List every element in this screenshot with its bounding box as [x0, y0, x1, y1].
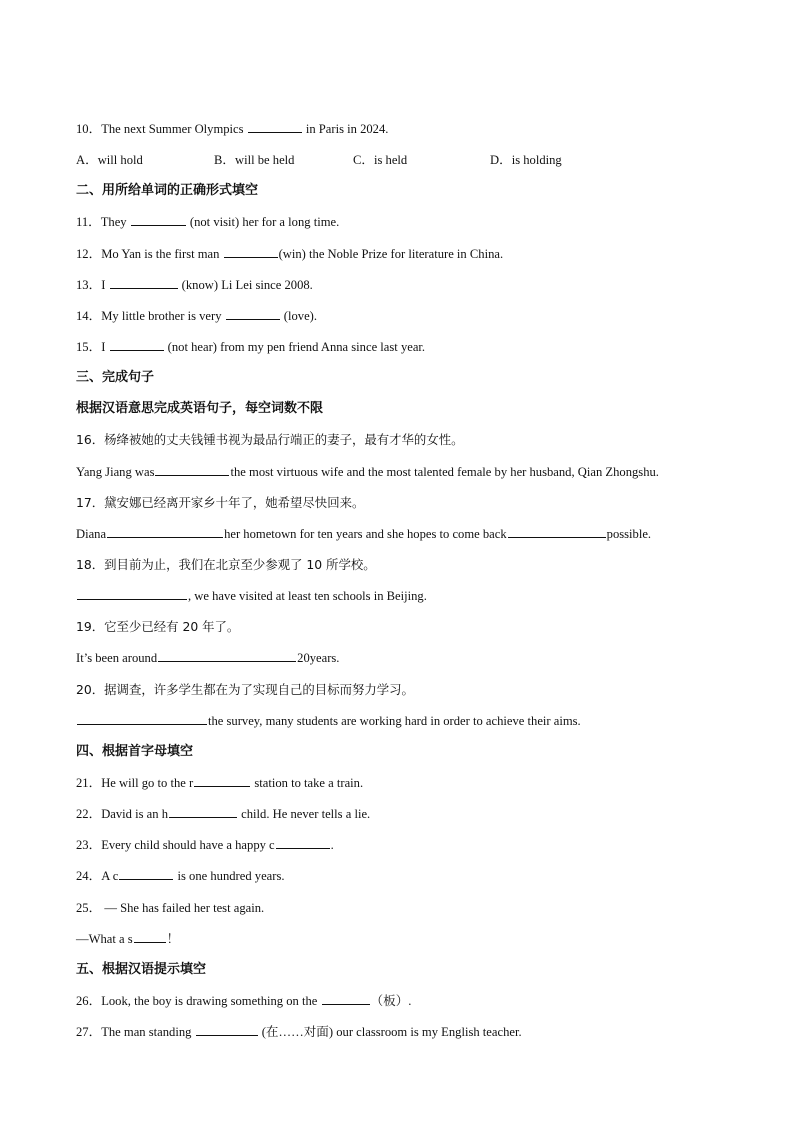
answer-blank[interactable]: [77, 710, 207, 725]
question-10-options: [76, 147, 756, 178]
question-17-english: [76, 521, 756, 552]
question-text: 21．He will go to the r: [76, 775, 194, 790]
question-10: [76, 116, 756, 147]
question-18-english: [76, 583, 756, 614]
question-text: ！: [166, 931, 180, 946]
answer-blank[interactable]: [508, 523, 606, 538]
question-26: [76, 988, 756, 1019]
question-text: (not hear) from my pen friend Anna since last year.: [164, 339, 426, 354]
question-16-english: [76, 459, 756, 490]
question-text: child. He never tells a lie.: [238, 807, 371, 822]
question-text: (love).: [280, 308, 318, 323]
question-25-line-2: [76, 926, 756, 957]
answer-blank[interactable]: [134, 928, 166, 943]
answer-blank[interactable]: [196, 1021, 258, 1036]
question-18-chinese: 18．到目前为止，我们在北京至少参观了 10 所学校。: [76, 556, 376, 572]
question-text: （板）.: [370, 993, 412, 1008]
worksheet-page: [76, 116, 756, 1050]
answer-blank[interactable]: [107, 523, 223, 538]
answer-blank[interactable]: [110, 274, 178, 289]
question-text: 15．I: [76, 339, 109, 354]
answer-blank[interactable]: [119, 865, 173, 880]
option-c[interactable]: C．is held: [353, 153, 408, 168]
question-text: 13．I: [76, 277, 109, 292]
section-3-instruction: 根据汉语意思完成英语句子，每空词数不限: [76, 401, 324, 417]
question-10-stem-start: 10．The next Summer Olympics: [76, 122, 247, 136]
question-text: 14．My little brother is very: [76, 308, 225, 323]
question-24: [76, 863, 756, 894]
question-11: [76, 209, 756, 240]
answer-blank[interactable]: [158, 647, 296, 662]
question-20-chinese: 20．据调查，许多学生都在为了实现自己的目标而努力学习。: [76, 681, 414, 697]
question-22: [76, 801, 756, 832]
question-19-english: [76, 645, 756, 676]
question-text: (know) Li Lei since 2008.: [178, 277, 313, 292]
answer-blank[interactable]: [131, 211, 186, 226]
question-text: Yang Jiang was: [76, 464, 155, 479]
question-text: 12．Mo Yan is the first man: [76, 246, 223, 261]
question-text: .: [330, 838, 334, 853]
question-text: , we have visited at least ten schools in Beijing.: [188, 589, 427, 604]
section-4-heading: 四、根据首字母填空: [76, 743, 194, 759]
question-12: [76, 241, 756, 272]
question-text: station to take a train.: [251, 775, 364, 790]
question-text: the survey, many students are working hard in order to achieve their aims.: [208, 713, 581, 728]
answer-blank[interactable]: [110, 336, 164, 351]
answer-blank[interactable]: [248, 118, 302, 133]
question-text: 27．The man standing: [76, 1025, 195, 1040]
option-d[interactable]: D．is holding: [490, 153, 562, 168]
section-5-heading: 五、根据汉语提示填空: [76, 961, 207, 977]
question-text: is one hundred years.: [174, 869, 285, 884]
question-text: 23．Every child should have a happy c: [76, 838, 275, 853]
question-text: 26．Look, the boy is drawing something on the: [76, 993, 321, 1008]
question-25-line-1: 25． — She has failed her test again.: [76, 900, 265, 915]
question-text: possible.: [606, 526, 652, 541]
question-text: Diana: [76, 526, 107, 541]
question-23: [76, 832, 756, 863]
question-13: [76, 272, 756, 303]
answer-blank[interactable]: [194, 772, 250, 787]
question-17-chinese: 17．黛安娜已经离开家乡十年了，她希望尽快回来。: [76, 494, 365, 510]
option-b[interactable]: B．will be held: [214, 153, 295, 168]
option-a[interactable]: A．will hold: [76, 153, 143, 168]
question-text: 24．A c: [76, 869, 119, 884]
question-text: the most virtuous wife and the most talented female by her husband, Qian Zhongshu.: [230, 464, 659, 479]
question-14: [76, 303, 756, 334]
question-10-stem-end: in Paris in 2024.: [302, 122, 389, 136]
section-2-heading: 二、用所给单词的正确形式填空: [76, 183, 259, 199]
question-text: It’s been around: [76, 651, 158, 666]
question-text: —What a s: [76, 931, 133, 946]
answer-blank[interactable]: [224, 243, 278, 258]
question-text: 22．David is an h: [76, 807, 168, 822]
answer-blank[interactable]: [169, 803, 237, 818]
question-15: [76, 334, 756, 365]
question-20-english: [76, 708, 756, 739]
answer-blank[interactable]: [226, 305, 280, 320]
section-3-heading: 三、完成句子: [76, 370, 155, 386]
answer-blank[interactable]: [276, 834, 330, 849]
question-text: (在……对面) our classroom is my English teacher.: [258, 1025, 522, 1040]
question-27: [76, 1019, 756, 1050]
question-16-chinese: 16．杨绛被她的丈夫钱锺书视为最品行端正的妻子，最有才华的女性。: [76, 432, 464, 448]
question-text: (not visit) her for a long time.: [186, 215, 340, 230]
question-text: her hometown for ten years and she hopes to come back: [224, 526, 507, 541]
question-text: (win) the Noble Prize for literature in China.: [278, 246, 504, 261]
answer-blank[interactable]: [77, 585, 187, 600]
question-19-chinese: 19．它至少已经有 20 年了。: [76, 619, 240, 635]
question-text: 20years.: [297, 651, 340, 666]
answer-blank[interactable]: [155, 461, 229, 476]
question-21: [76, 770, 756, 801]
question-text: 11．They: [76, 215, 130, 230]
answer-blank[interactable]: [322, 990, 370, 1005]
